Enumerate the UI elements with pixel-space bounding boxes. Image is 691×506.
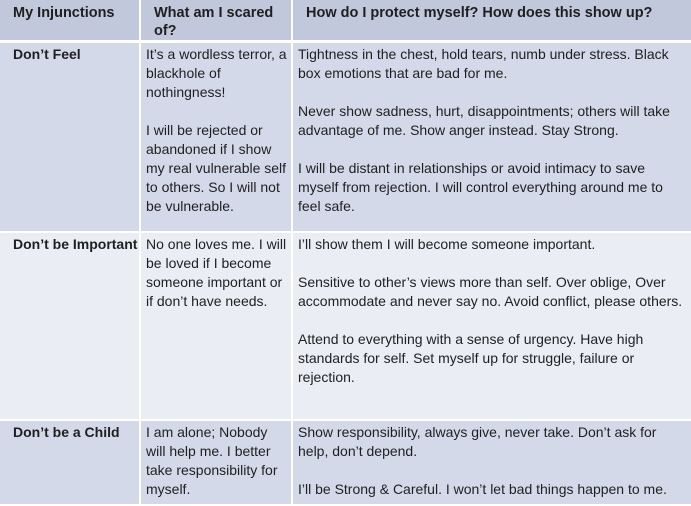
cell-paragraph: It’s a wordless terror, a blackhole of nothingness! — [146, 46, 287, 100]
scared-cell — [141, 233, 293, 421]
header-protect: How do I protect myself? How does this show up? — [293, 0, 691, 43]
cell-paragraph: Never show sadness, hurt, disappointments; others will take advantage of me. Show anger instead. Stay Strong. — [298, 103, 670, 138]
cell-paragraph: Sensitive to other’s views more than self. Over oblige, Over accommodate and never say no. Avoid conflict, please others. — [298, 274, 683, 309]
injunction-cell: Don’t be a Child — [0, 421, 141, 506]
cell-paragraph: I’ll show them I will become someone important. — [298, 236, 596, 252]
header-row — [0, 0, 691, 43]
header-injunctions: My Injunctions — [0, 0, 141, 43]
cell-paragraph: Attend to everything with a sense of urgency. Have high standards for self. Set myself up for struggle, failure or rejection. — [298, 331, 644, 385]
scared-cell — [141, 421, 293, 506]
cell-paragraph: I am alone; Nobody will help me. I better take responsibility for myself. — [146, 424, 278, 497]
protect-cell — [293, 43, 691, 233]
cell-paragraph: No one loves me. I will be loved if I become someone important or if don’t have needs. — [146, 236, 287, 309]
cell-paragraph: Show responsibility, always give, never take. Don’t ask for help, don’t depend. — [298, 424, 657, 459]
injunction-cell: Don’t be Important — [0, 233, 141, 421]
protect-cell — [293, 233, 691, 421]
table-row — [0, 421, 691, 506]
table-row — [0, 43, 691, 233]
scared-cell — [141, 43, 293, 233]
cell-paragraph: I’ll be Strong & Careful. I won’t let bad things happen to me. — [298, 481, 667, 497]
cell-paragraph: Tightness in the chest, hold tears, numb under stress. Black box emotions that are bad for me. — [298, 46, 669, 81]
injunction-cell: Don’t Feel — [0, 43, 141, 233]
table-row — [0, 233, 691, 421]
protect-cell — [293, 421, 691, 506]
cell-paragraph: I will be rejected or abandoned if I show my real vulnerable self to others. So I will not be vulnerable. — [146, 122, 287, 214]
cell-paragraph: I will be distant in relationships or avoid intimacy to save myself from rejection. I will control everything around me to feel safe. — [298, 160, 663, 214]
header-scared: What am I scared of? — [141, 0, 293, 43]
